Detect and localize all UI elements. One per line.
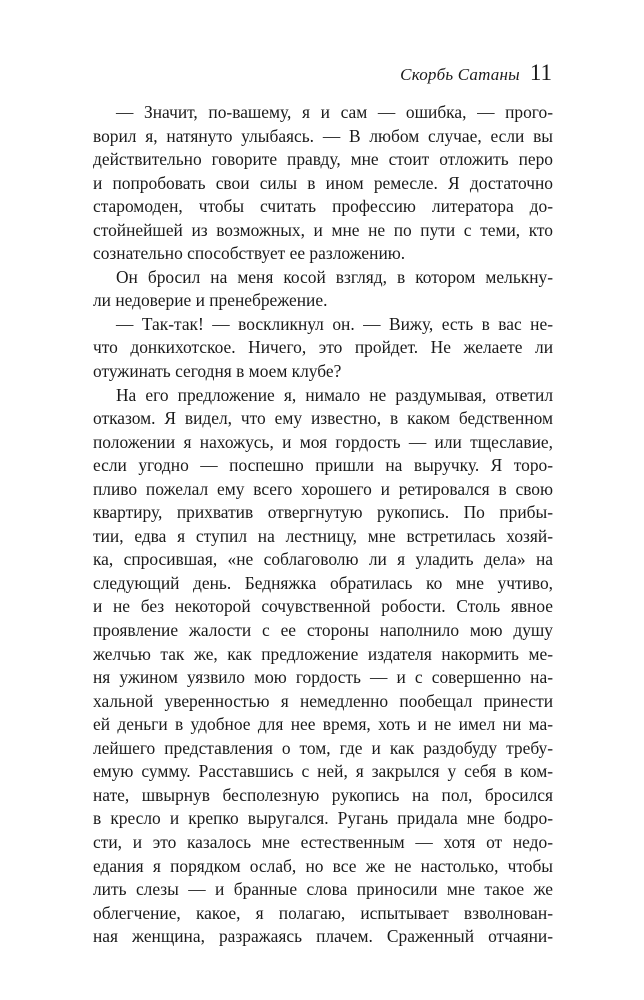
running-head xyxy=(400,60,552,86)
text-line: и не без некоторой сочувственной робости. Столь явное xyxy=(93,596,553,617)
text-line: действительно говорите правду, мне стоит отложить перо xyxy=(93,149,553,170)
text-line: желчью так же, как предложение издателя накормить ме- xyxy=(93,643,553,664)
text-line: нате, швырнув бесполезную рукопись на пол, бросился xyxy=(93,784,553,805)
text-line: лейшего представления о том, где и как раздобуду требу- xyxy=(93,737,553,758)
text-line: тии, едва я ступил на лестницу, мне встретилась хозяй- xyxy=(93,525,553,546)
text-line: проявление жалости с ее стороны наполнило мою душу xyxy=(93,620,553,641)
text-line: ня ужином уязвило мою гордость — и с совершенно на- xyxy=(93,667,553,688)
text-line: едания я порядком ослаб, но все же не настолько, чтобы xyxy=(93,855,553,876)
text-line: ная женщина, разражаясь плачем. Сраженный отчаяни- xyxy=(93,926,553,947)
text-line: пливо пожелал ему всего хорошего и ретировался в свою xyxy=(93,478,553,499)
text-line: следующий день. Бедняжка обратилась ко мне учтиво, xyxy=(93,572,553,593)
text-line: и попробовать свои силы в ином ремесле. Я достаточно xyxy=(93,172,553,193)
running-title: Скорбь Сатаны xyxy=(400,65,520,84)
text-line: На его предложение я, нимало не раздумывая, ответил xyxy=(116,384,553,405)
text-line: облегчение, какое, я полагаю, испытывает взволнован- xyxy=(93,902,553,923)
text-line: емую сумму. Расставшись с ней, я закрылся у себя в ком- xyxy=(93,761,553,782)
text-line: сознательно способствует ее разложению. xyxy=(93,243,406,264)
text-line: — Так-так! — воскликнул он. — Вижу, есть в вас не- xyxy=(116,313,553,334)
page-number: 11 xyxy=(529,60,552,85)
text-line: Он бросил на меня косой взгляд, в котором мелькну- xyxy=(116,266,553,287)
text-line: что донкихотское. Ничего, это пройдет. Не желаете ли xyxy=(93,337,553,358)
text-line: ли недоверие и пренебрежение. xyxy=(93,290,328,311)
text-line: ка, спросившая, «не соблаговолю ли я уладить дела» на xyxy=(93,549,553,570)
text-line: хальной уверенностью я немедленно пообещал принести xyxy=(93,690,553,711)
text-line: стойнейшей из возможных, и мне не по пути с теми, кто xyxy=(93,219,553,240)
text-line: — Значит, по-вашему, я и сам — ошибка, — прого- xyxy=(116,102,553,122)
text-line: лить слезы — и бранные слова приносили мне такое же xyxy=(93,879,553,900)
text-line: квартиру, прихватив отвергнутую рукопись. По прибы- xyxy=(93,502,553,523)
text-line: ей деньги в удобное для нее время, хоть и не имел ни ма- xyxy=(93,714,553,735)
text-line: отужинать сегодня в моем клубе? xyxy=(93,361,342,382)
text-line: если угодно — поспешно пришли на выручку. Я торо- xyxy=(93,455,553,476)
text-line: положении я нахожусь, и моя гордость — или тщеславие, xyxy=(93,431,553,452)
text-line: старомоден, чтобы считать профессию литератора до- xyxy=(93,196,553,217)
text-line: сти, и это казалось мне естественным — хотя от недо- xyxy=(93,831,553,852)
text-line: ворил я, натянуто улыбаясь. — В любом случае, если вы xyxy=(93,125,553,146)
body-text xyxy=(93,101,553,949)
text-line: отказом. Я видел, что ему известно, в каком бедственном xyxy=(93,408,553,429)
text-line: в кресло и крепко выругался. Ругань придала мне бодро- xyxy=(93,808,553,829)
